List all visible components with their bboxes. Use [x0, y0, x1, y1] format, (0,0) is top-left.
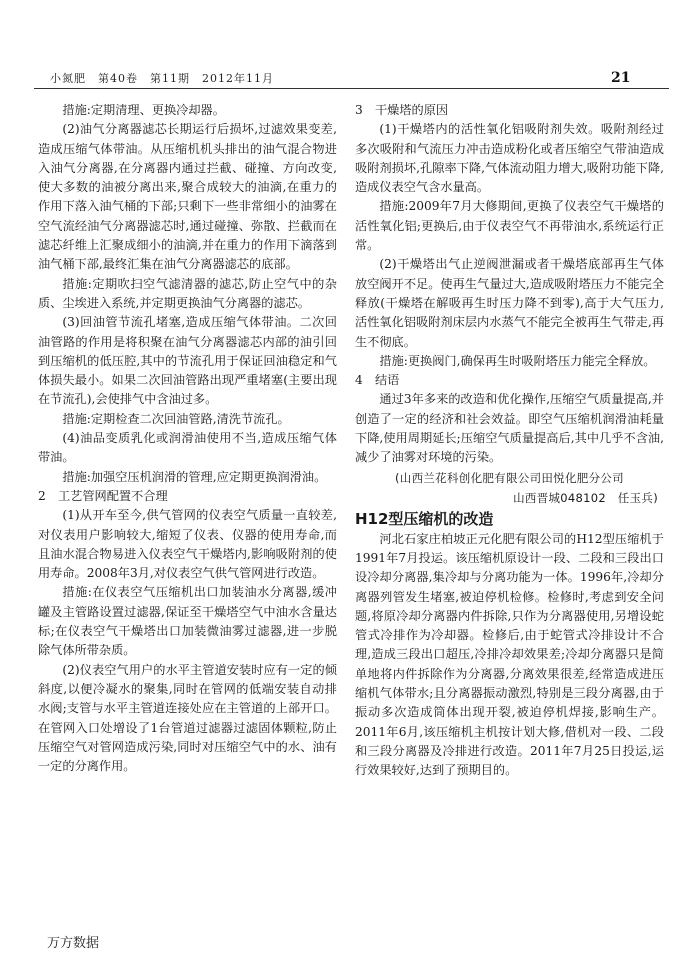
article-title: H12型压缩机的改造	[355, 509, 494, 528]
paragraph: (1)从开车至今,供气管网的仪表空气质量一直较差,对仪表用户影响较大,缩短了仪表、仪器的使用寿命,而且油水混合物易进入仪表空气干燥塔内,影响吸附剂的使用寿命。2008年3月,对仪表空气供气管网进行改造。	[38, 508, 337, 581]
paragraph: (2)仪表空气用户的水平主管道安装时应有一定的倾斜度,以便冷凝水的聚集,同时在管网的低端安装自动排水阀;支管与水平主管道连接处应在主管道的上部开口。在管网入口处增设了1台管道过滤器过滤固体颗粒,防止压缩空气对管网造成污染,同时对压缩空气中的水、油有一定的分离作用。	[38, 662, 337, 774]
paragraph: 河北石家庄柏坡正元化肥有限公司的H12型压缩机于1991年7月投运。该压缩机原设计一段、二段和三段出口设冷却分离器,集冷却与分离功能为一体。1996年,冷却分离器列管发生堵塞,被迫停机检修。检修时,考虑到安全问题,将原冷却分离器内件拆除,只作为分离器使用,另增设蛇管式冷排作为冷却器。检修后,由于蛇管式冷排设计不合理,造成三段出口超压,冷排冷却效果差;冷却分离器只是简单地将内件拆除作为分离器,分离效果很差,经常造成进压缩机气体带水;且分离器振动激烈,特别是三段分离器,由于振动多次造成筒体出现开裂,被迫停机焊接,影响生产。2011年6月,该压缩机主机按计划大修,借机对一段、二段和三段分离器及冷排进行改造。2011年7月25日投运,运行效果较好,达到了预期目的。	[355, 531, 664, 778]
paragraph: 措施:定期吹扫空气滤清器的滤芯,防止空气中的杂质、尘埃进入系统,并定期更换油气分离器的滤芯。	[38, 276, 337, 310]
watermark-logo: 万方数据	[47, 936, 100, 951]
paragraph: (2)油气分离器滤芯长期运行后损坏,过滤效果变差,造成压缩气体带油。从压缩机机头排出的油气混合物进入油气分离器,在分离器内通过拦截、碰撞、方向改变,使大多数的油被分离出来,聚合成较大的油滴,在重力的作用下落入油气桶的下部;只剩下一些非常细小的油雾在空气流经油气分离器滤芯时,通过碰撞、弥散、拦截而在滤芯纤维上汇聚成细小的油滴,并在重力的作用下滴落到油气桶下部,最终汇集在油气分离器滤芯的底部。	[38, 122, 337, 272]
paragraph: 措施:定期清理、更换冷却器。	[62, 103, 225, 117]
page-number: 21	[611, 70, 631, 86]
paragraph: (4)油品变质乳化或润滑油使用不当,造成压缩气体带油。	[38, 431, 337, 465]
paragraph: (2)干燥塔出气止逆阀泄漏或者干燥塔底部再生气体放空阀开不足。使再生气量过大,造成吸附塔压力不能完全释放(干燥塔在解吸再生时压力降不到零),高于大气压力,活性氧化铝吸附剂床层内水蒸气不能完全被再生气带走,再生不彻底。	[355, 257, 664, 349]
section-heading: 4 结语	[355, 373, 400, 388]
paragraph: 措施:定期检查二次回油管路,清洗节流孔。	[62, 411, 290, 426]
running-header: 小氮肥 第40卷 第11期 2012年11月	[50, 72, 274, 85]
left-column	[38, 101, 337, 776]
paragraph: 通过3年多来的改造和优化操作,压缩空气质量提高,并创造了一定的经济和社会效益。即空气压缩机润滑油耗量下降,使用周期延长;压缩空气质量提高后,其中几乎不含油,减少了油雾对环境的污染。	[355, 392, 664, 465]
section-heading: 3 干燥塔的原因	[355, 103, 449, 117]
paragraph: 措施:在仪表空气压缩机出口加装油水分离器,缓冲罐及主管路设置过滤器,保证至干燥塔空气中油水含量达标;在仪表空气干燥塔出口加装微油雾过滤器,进一步脱除气体所带杂质。	[38, 585, 337, 658]
header-rule	[34, 88, 669, 89]
paragraph: 措施:加强空压机润滑的管理,应定期更换润滑油。	[62, 469, 327, 484]
right-column	[355, 101, 664, 781]
paragraph: 措施:更换阀门,确保再生时吸附塔压力能完全释放。	[379, 353, 656, 368]
paragraph: 措施:2009年7月大修期间,更换了仪表空气干燥塔的活性氧化铝;更换后,由于仪表空气不再带油水,系统运行正常。	[355, 199, 664, 253]
paragraph: (3)回油管节流孔堵塞,造成压缩气体带油。二次回油管路的作用是将积聚在油气分离器滤芯内部的油引回到压缩机的低压腔,其中的节流孔用于保证回油稳定和气体损失最小。如果二次回油管路出现严重堵塞(主要出现在节流孔),会使排气中含油过多。	[38, 315, 337, 407]
author-affiliation: 山西晋城048102 任玉兵)	[513, 490, 658, 505]
paragraph: (1)干燥塔内的活性氧化铝吸附剂失效。吸附剂经过多次吸附和气流压力冲击造成粉化或者压缩空气带油造成吸附剂损坏,孔隙率下降,气体流动阻力增大,吸附功能下降,造成仪表空气含水量高。	[355, 122, 664, 195]
author-affiliation: (山西兰花科创化肥有限公司田悦化肥分公司	[395, 470, 624, 485]
section-heading: 2 工艺管网配置不合理	[38, 488, 168, 503]
